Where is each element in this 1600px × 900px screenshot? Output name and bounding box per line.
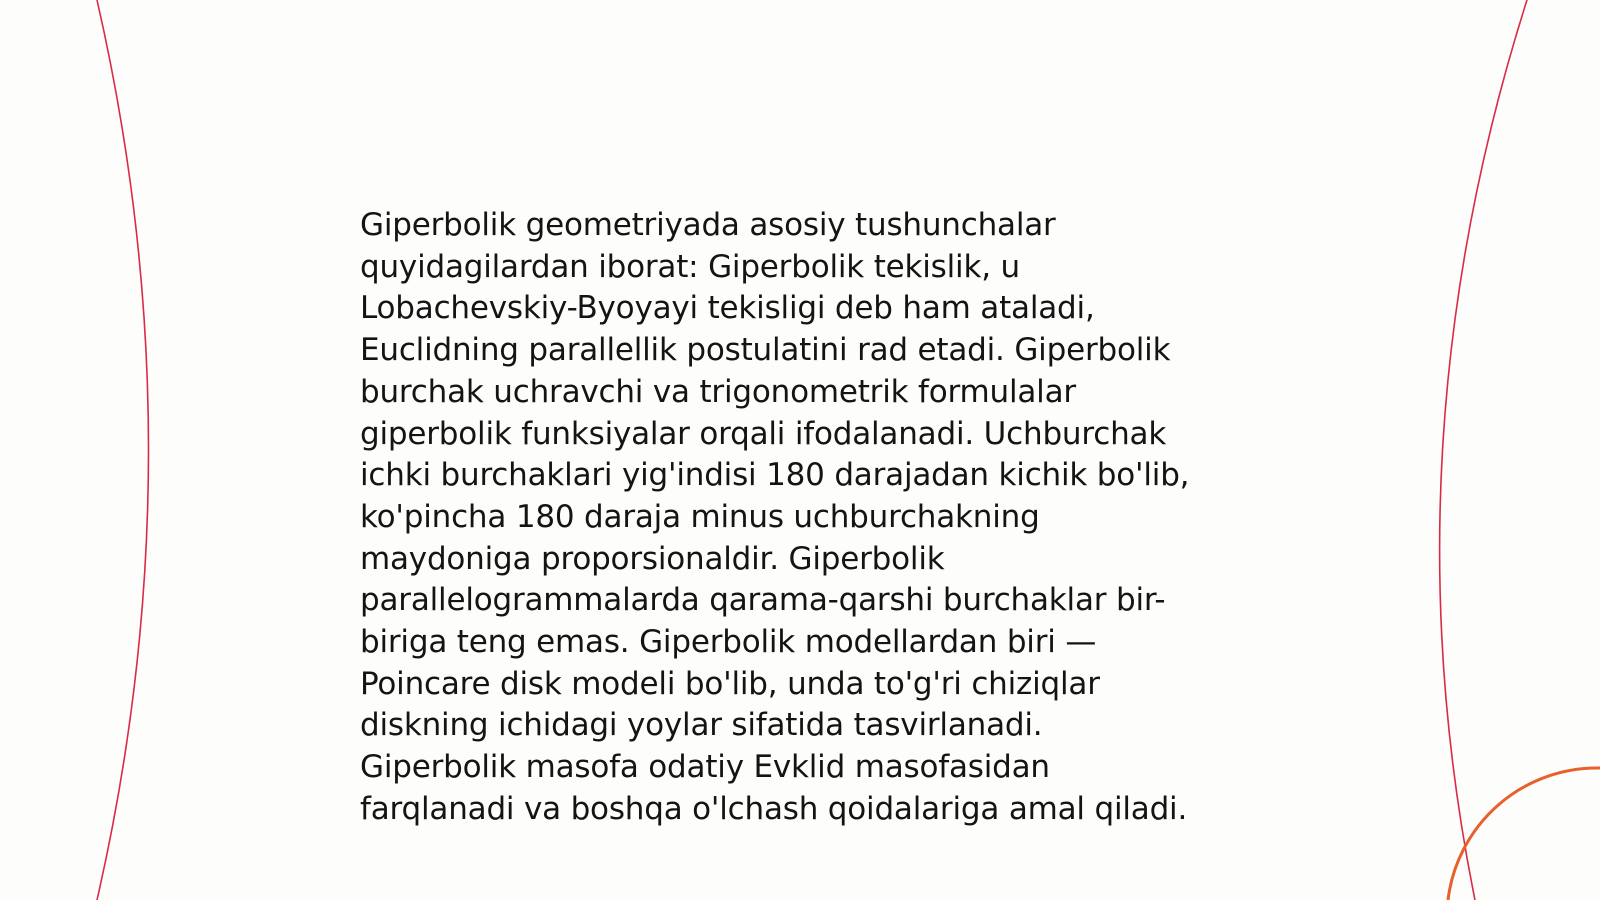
right-curve — [1440, 0, 1527, 900]
text-line: Giperbolik geometriyada asosiy tushunchalar — [360, 207, 1056, 243]
text-line: Lobachevskiy-Byoyayi tekisligi deb ham ataladi, — [360, 290, 1095, 327]
text-line: biriga teng emas. Giperbolik modellardan biri — — [360, 624, 1097, 661]
text-line: Euclidning parallellik postulatini rad etadi. Giperbolik — [360, 332, 1171, 369]
text-line: farqlanadi va boshqa o'lchash qoidalariga amal qiladi. — [360, 790, 1188, 827]
text-line: maydoniga proporsionaldir. Giperbolik — [360, 540, 945, 577]
text-line: parallelogrammalarda qarama-qarshi burchaklar bir- — [360, 582, 1166, 619]
text-line: burchak uchravchi va trigonometrik formulalar — [360, 373, 1076, 410]
text-line: diskning ichidagi yoylar sifatida tasvirlanadi. — [360, 707, 1043, 744]
text-line: ichki burchaklari yig'indisi 180 darajadan kichik bo'lib, — [360, 457, 1190, 494]
left-curve — [97, 0, 149, 900]
body-paragraph — [360, 205, 1260, 831]
text-line: Giperbolik masofa odatiy Evklid masofasidan — [360, 749, 1050, 786]
text-line: giperbolik funksiyalar orqali ifodalanadi. Uchburchak — [360, 415, 1167, 452]
text-line: Poincare disk modeli bo'lib, unda to'g'ri chiziqlar — [360, 665, 1100, 702]
text-line: quyidagilardan iborat: Giperbolik tekislik, u — [360, 248, 1020, 285]
text-line: ko'pincha 180 daraja minus uchburchakning — [360, 498, 1040, 535]
